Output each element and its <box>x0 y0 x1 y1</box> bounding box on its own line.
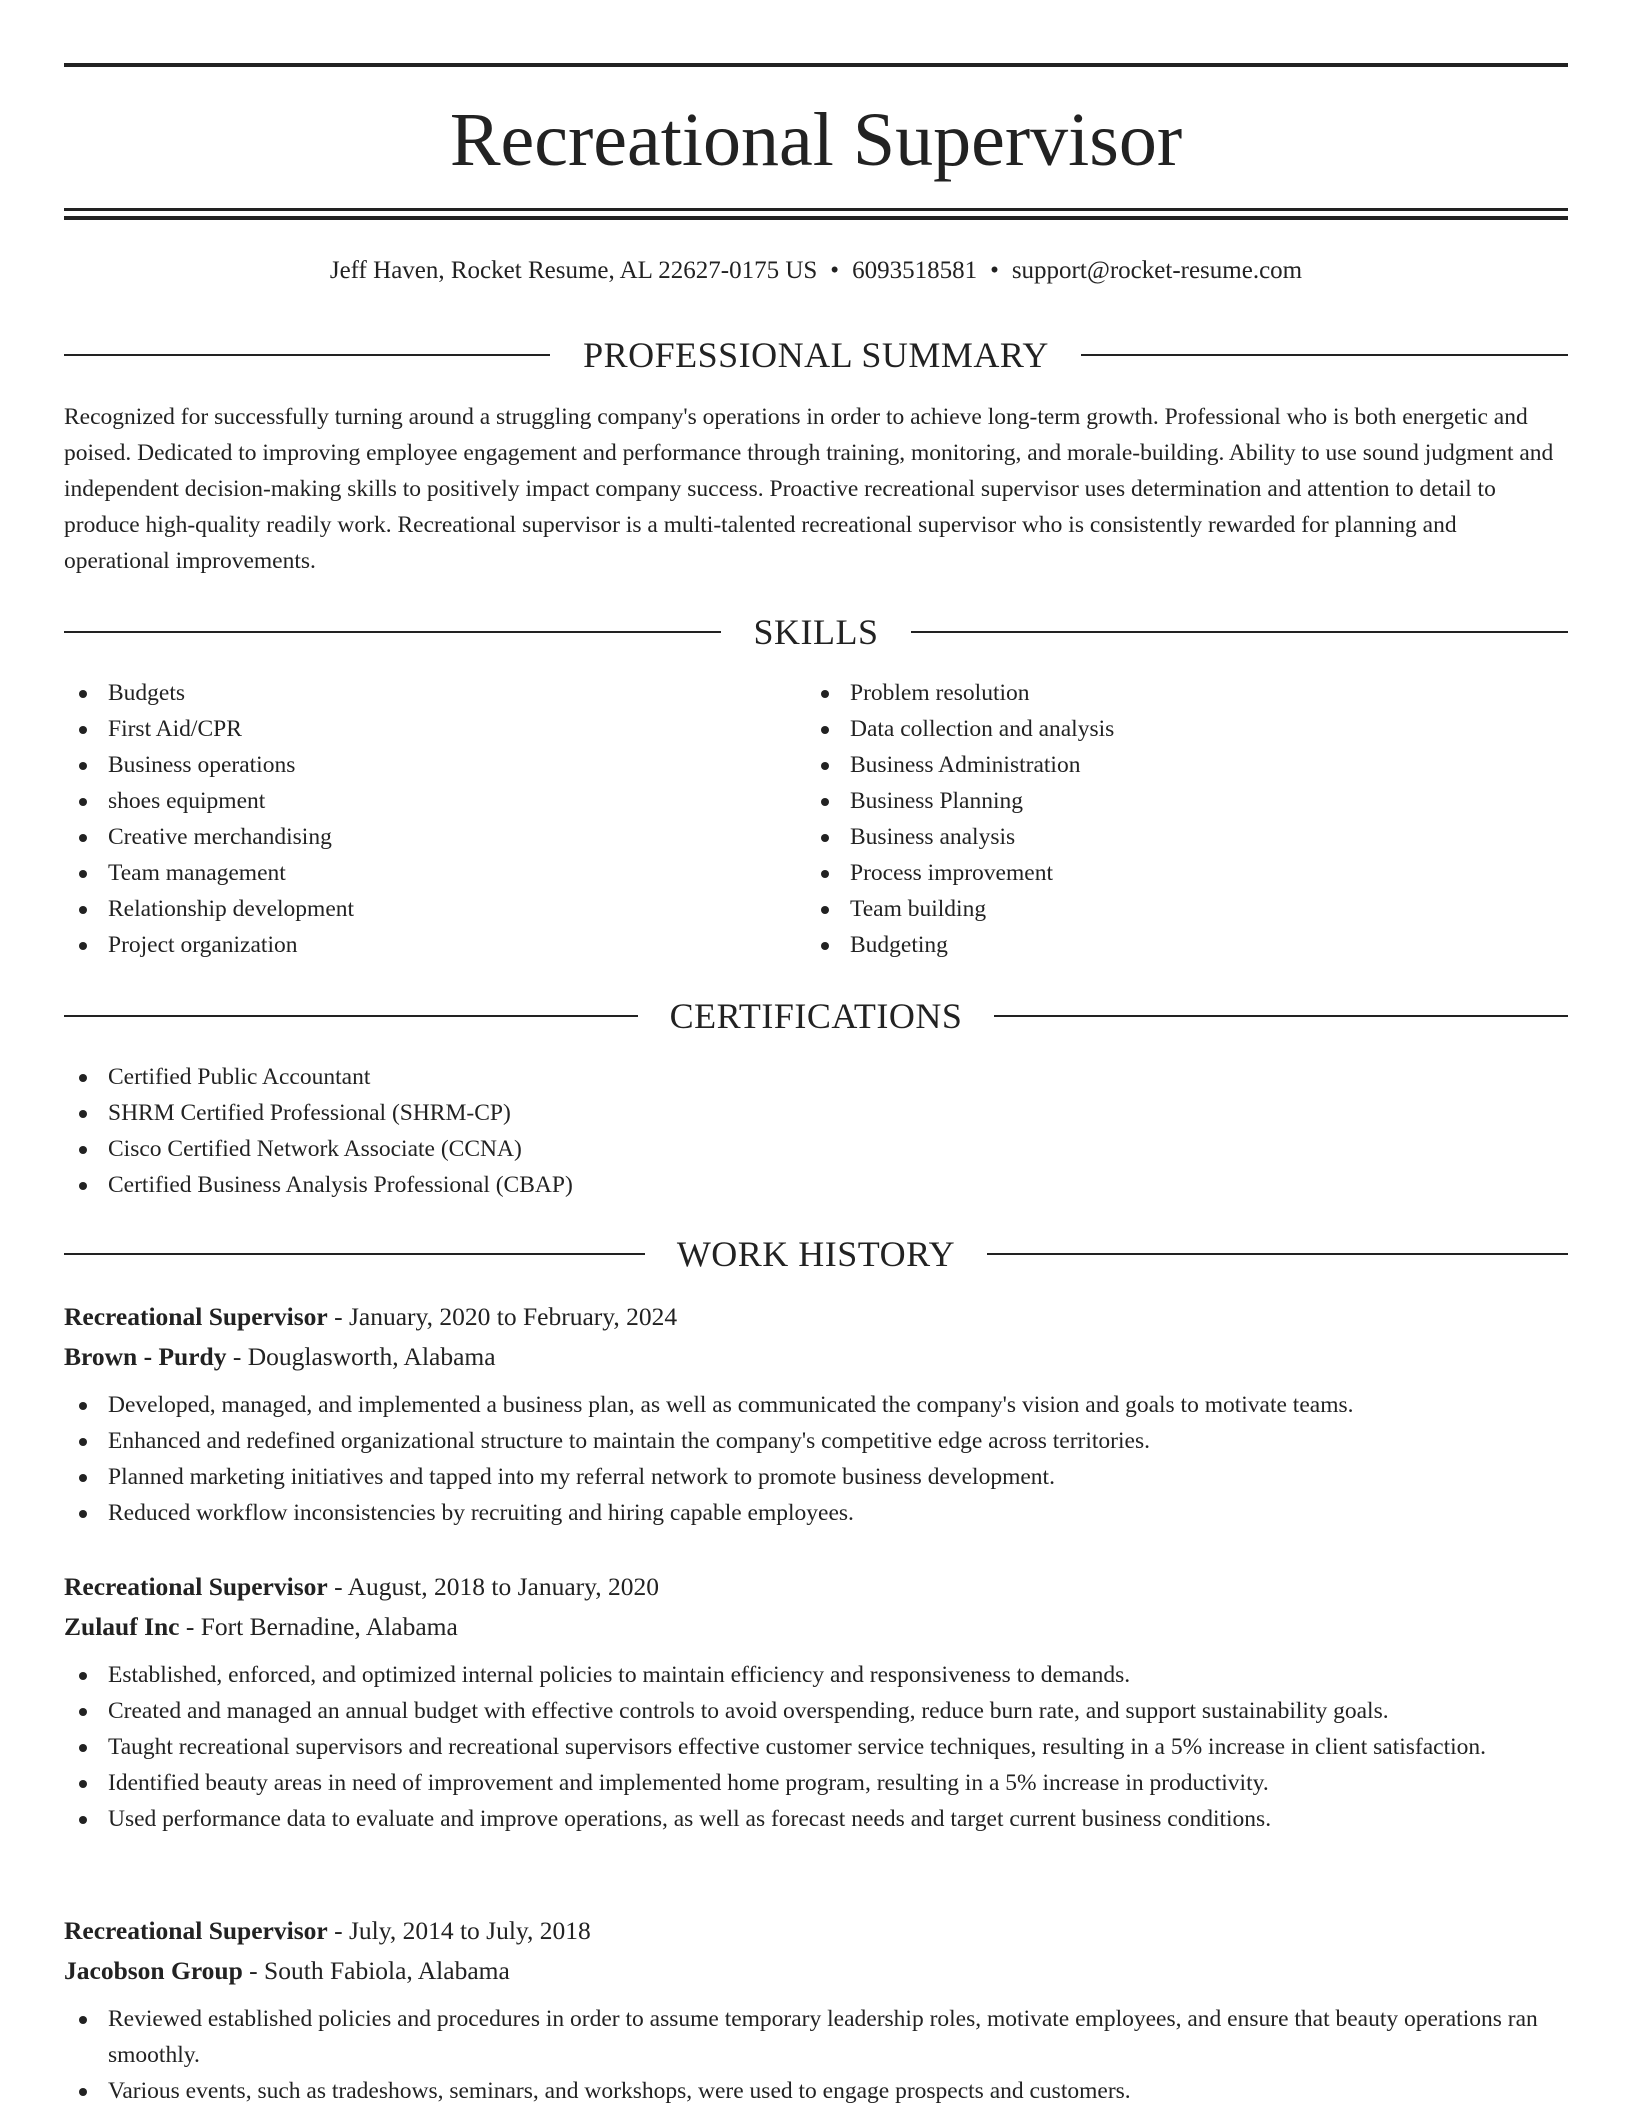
section-heading-certifications <box>64 994 1568 1038</box>
list-item: Various events, such as tradeshows, seminars, and workshops, were used to engage prospects and customers. <box>64 2073 1568 2109</box>
list-item: Data collection and analysis <box>806 711 1546 747</box>
section-heading-work-history <box>64 1232 1568 1276</box>
job-location: South Fabiola, Alabama <box>264 1956 510 1985</box>
job-role-line: Recreational Supervisor - July, 2014 to July, 2018 <box>64 1916 591 1945</box>
job-title: Recreational Supervisor <box>64 1916 328 1945</box>
job-entry <box>64 1567 1568 1837</box>
job-entry <box>64 1911 1568 2109</box>
certifications-heading: CERTIFICATIONS <box>638 996 995 1036</box>
skills-list-right <box>806 675 1546 963</box>
skills-heading: SKILLS <box>721 612 910 652</box>
job-title: Recreational Supervisor <box>64 1302 328 1331</box>
job-bullets <box>64 2001 1568 2109</box>
contact-email: support@rocket-resume.com <box>1011 257 1303 284</box>
list-item: Team management <box>64 855 804 891</box>
job-company-line: Brown - Purdy - Douglasworth, Alabama <box>64 1342 496 1371</box>
job-company-line: Zulauf Inc - Fort Bernadine, Alabama <box>64 1612 458 1641</box>
job-company: Brown - Purdy <box>64 1342 227 1371</box>
contact-separator: • <box>990 257 999 284</box>
list-item: Team building <box>806 891 1546 927</box>
list-item: Created and managed an annual budget with effective controls to avoid overspending, reduce burn rate, and support sustainability goals. <box>64 1693 1568 1729</box>
list-item: shoes equipment <box>64 783 804 819</box>
list-item: Business Planning <box>806 783 1546 819</box>
job-role-line: Recreational Supervisor - August, 2018 to January, 2020 <box>64 1572 659 1601</box>
contact-address: Jeff Haven, Rocket Resume, AL 22627-0175 US <box>329 257 818 284</box>
list-item: Budgeting <box>806 927 1546 963</box>
section-heading-skills <box>64 610 1568 654</box>
contact-separator: • <box>830 257 840 284</box>
summary-heading: PROFESSIONAL SUMMARY <box>551 335 1081 375</box>
job-location: Douglasworth, Alabama <box>247 1342 496 1371</box>
work-history-heading: WORK HISTORY <box>645 1234 987 1274</box>
list-item: Business Administration <box>806 747 1546 783</box>
list-item: First Aid/CPR <box>64 711 804 747</box>
list-item: Creative merchandising <box>64 819 804 855</box>
list-item: Enhanced and redefined organizational structure to maintain the company's competitive edge across territories. <box>64 1423 1568 1459</box>
list-item: Problem resolution <box>806 675 1546 711</box>
job-dates: August, 2018 to January, 2020 <box>347 1572 659 1601</box>
job-dates: January, 2020 to February, 2024 <box>348 1302 678 1331</box>
list-item: Certified Business Analysis Professional (CBAP) <box>64 1167 1568 1203</box>
list-item: Taught recreational supervisors and recreational supervisors effective customer service techniques, resulting in a 5% increase in client satisfaction. <box>64 1729 1568 1765</box>
list-item: Reviewed established policies and procedures in order to assume temporary leadership roles, motivate employees, and ensure that beauty operations ran smoothly. <box>64 2001 1568 2073</box>
job-company-line: Jacobson Group - South Fabiola, Alabama <box>64 1956 510 1985</box>
job-title: Recreational Supervisor <box>64 1572 328 1601</box>
top-rule <box>64 63 1568 67</box>
list-item: Developed, managed, and implemented a business plan, as well as communicated the company's vision and goals to motivate teams. <box>64 1387 1568 1423</box>
resume-title: Recreational Supervisor <box>449 98 1183 182</box>
job-entry <box>64 1297 1568 1531</box>
job-company: Zulauf Inc <box>64 1612 180 1641</box>
list-item: Business operations <box>64 747 804 783</box>
job-dates: July, 2014 to July, 2018 <box>348 1916 591 1945</box>
section-heading-summary <box>64 333 1568 377</box>
certifications-list <box>64 1059 1568 1203</box>
list-item: Certified Public Accountant <box>64 1059 1568 1095</box>
job-location: Fort Bernadine, Alabama <box>200 1612 458 1641</box>
summary-text: Recognized for successfully turning around a struggling company's operations in order to achieve long-term growth. Professional who is both energetic and poised. Dedicated to improving employee engagement and performance through training, monitoring, and morale-building. Ability to use sound judgment and independent decision-making skills to positively impact company success. Proactive recreational supervisor uses determination and attention to detail to produce high-quality readily work. Recreational supervisor is a multi-talented recreational supervisor who is consistently rewarded for planning and operational improvements. <box>64 404 1554 574</box>
list-item: Budgets <box>64 675 804 711</box>
title-double-rule <box>64 208 1568 220</box>
list-item: Used performance data to evaluate and improve operations, as well as forecast needs and target current business conditions. <box>64 1801 1568 1837</box>
list-item: Process improvement <box>806 855 1546 891</box>
list-item: Established, enforced, and optimized internal policies to maintain efficiency and responsiveness to demands. <box>64 1657 1568 1693</box>
list-item: SHRM Certified Professional (SHRM-CP) <box>64 1095 1568 1131</box>
list-item: Relationship development <box>64 891 804 927</box>
job-bullets <box>64 1657 1568 1837</box>
contact-line <box>64 253 1568 289</box>
job-bullets <box>64 1387 1568 1531</box>
list-item: Reduced workflow inconsistencies by recruiting and hiring capable employees. <box>64 1495 1568 1531</box>
job-company: Jacobson Group <box>64 1956 243 1985</box>
job-role-line: Recreational Supervisor - January, 2020 to February, 2024 <box>64 1302 678 1331</box>
list-item: Cisco Certified Network Associate (CCNA) <box>64 1131 1568 1167</box>
list-item: Project organization <box>64 927 804 963</box>
list-item: Planned marketing initiatives and tapped into my referral network to promote business development. <box>64 1459 1568 1495</box>
contact-phone: 6093518581 <box>852 257 978 284</box>
skills-list-left <box>64 675 804 963</box>
list-item: Identified beauty areas in need of improvement and implemented home program, resulting in a 5% increase in productivity. <box>64 1765 1568 1801</box>
list-item: Business analysis <box>806 819 1546 855</box>
